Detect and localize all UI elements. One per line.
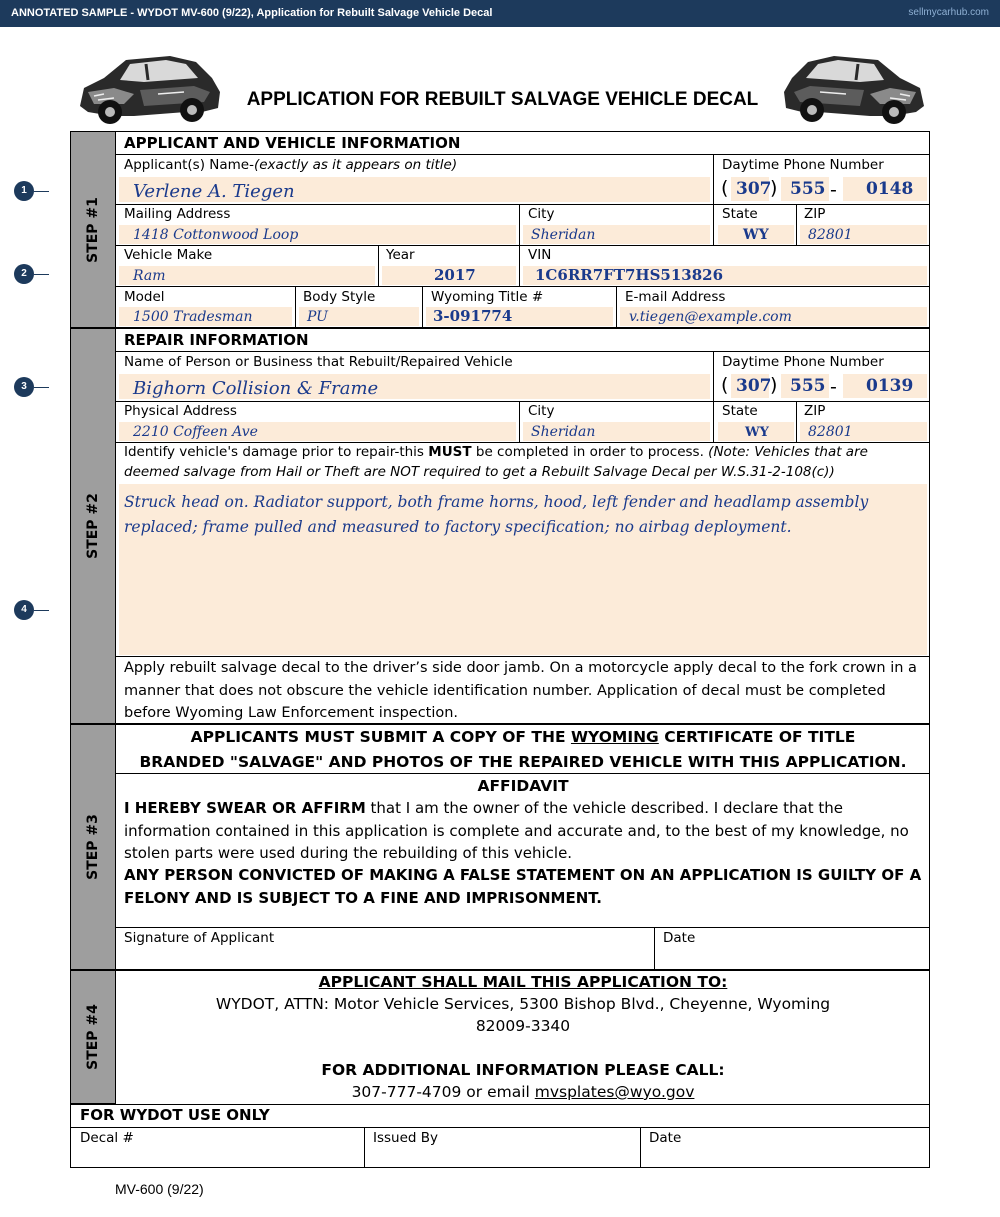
affidavit-declaration: that I am the owner of the vehicle described. I declare that the information contained in this application is complete and accurate and, to the best of my knowledge, no stolen parts were used during the rebuilding of this vehicle. (124, 799, 909, 862)
divider (116, 401, 930, 402)
rebuilder-city-value: Sheridan (531, 424, 596, 440)
applicant-section-heading: APPLICANT AND VEHICLE INFORMATION (124, 134, 461, 152)
additional-info-heading: FOR ADDITIONAL INFORMATION PLEASE CALL: (321, 1061, 725, 1079)
rebuilder-city-label: City (528, 403, 555, 419)
damage-instructions-must: MUST (428, 444, 472, 460)
banner-title: ANNOTATED SAMPLE - WYDOT MV-600 (9/22), Application for Rebuilt Salvage Vehicle Decal (11, 7, 493, 19)
felony-warning: ANY PERSON CONVICTED OF MAKING A FALSE STATEMENT ON AN APPLICATION IS GUILTY OF A FELONY AND IS SUBJECT TO A FINE AND IMPRISONMENT. (124, 866, 922, 907)
step-2-label: STEP #2 (85, 493, 101, 559)
step-4-label: STEP #4 (85, 1004, 101, 1070)
mail-to-heading-text: APPLICANT SHALL MAIL THIS APPLICATION TO: (318, 973, 728, 991)
email-label: E-mail Address (625, 289, 726, 305)
applicant-zip-label: ZIP (804, 206, 826, 222)
divider (519, 401, 520, 442)
repair-section-heading: REPAIR INFORMATION (124, 331, 309, 349)
issued-by-label: Issued By (373, 1130, 439, 1146)
step-3-tab (70, 724, 116, 970)
contact-email-link[interactable]: mvsplates@wyo.gov (534, 1083, 695, 1101)
step-2-tab (70, 328, 116, 724)
applicant-state-value: WY (743, 227, 769, 243)
annotation-marker-4: 4 (14, 600, 34, 620)
affidavit-statement (124, 797, 924, 865)
annotation-leader-3 (34, 387, 49, 388)
form-left-border-bottom (70, 1104, 71, 1168)
affidavit-swear: I HEREBY SWEAR OR AFFIRM (124, 799, 366, 817)
damage-instructions-note-2: deemed salvage from Hail or Theft are NOT required to get a Rebuilt Salvage Decal per W.S.31-2-108(c)) (124, 464, 835, 480)
vehicle-year-label: Year (386, 247, 415, 263)
applicant-city-value: Sheridan (531, 227, 596, 243)
damage-instructions-process: be completed in order to process. (471, 444, 709, 460)
rebuilder-phone-close-paren: ) (770, 374, 778, 396)
applicant-phone-area-value: 307 (736, 179, 772, 199)
rebuilder-state-label: State (722, 403, 758, 419)
wyoming-title-label: Wyoming Title # (431, 289, 544, 305)
rebuilder-phone-prefix-value: 555 (790, 376, 826, 396)
contact-line (116, 1081, 930, 1104)
model-value: 1500 Tradesman (133, 309, 253, 325)
banner-site-link[interactable]: sellmycarhub.com (908, 7, 989, 18)
divider (70, 1104, 930, 1105)
divider (295, 286, 296, 328)
rebuilder-phone-line-value: 0139 (866, 376, 914, 396)
decal-number-label: Decal # (80, 1130, 134, 1146)
mail-to-heading (116, 971, 930, 994)
step-3-label: STEP #3 (85, 814, 101, 880)
damage-description-value: Struck head on. Radiator support, both frame horns, hood, left fender and headlamp assembly replaced; frame pulled and measured to factory specification; no airbag deployment. (124, 493, 869, 536)
mailing-address-label: Mailing Address (124, 206, 231, 222)
submit-copy-text-a: APPLICANTS MUST SUBMIT A COPY OF THE (190, 728, 571, 746)
rebuilder-phone-open-paren: ( (721, 374, 729, 396)
applicant-name-label-text: Applicant(s) Name- (124, 157, 254, 173)
divider (116, 286, 930, 287)
divider (116, 773, 930, 774)
rebuilder-name-value: Bighorn Collision & Frame (133, 378, 379, 399)
divider (116, 245, 930, 246)
rebuilder-zip-label: ZIP (804, 403, 826, 419)
step-1-tab (70, 131, 116, 328)
divider (713, 351, 714, 401)
vin-label: VIN (528, 247, 552, 263)
divider (713, 204, 714, 245)
wrecked-car-left-image (74, 48, 224, 128)
divider (796, 204, 797, 245)
damage-instructions-note: (Note: Vehicles that are (708, 444, 868, 460)
divider (116, 204, 930, 205)
divider (116, 927, 930, 928)
physical-address-label: Physical Address (124, 403, 237, 419)
divider (616, 286, 617, 328)
rebuilder-phone-dash: - (830, 376, 837, 398)
model-label: Model (124, 289, 165, 305)
vin-value: 1C6RR7FT7HS513826 (535, 266, 724, 284)
form-bottom-border (70, 1167, 930, 1168)
step-4-tab (70, 970, 116, 1104)
form-code: MV-600 (9/22) (115, 1181, 204, 1197)
rebuilder-zip-value: 82801 (808, 424, 853, 440)
submit-copy-notice (116, 725, 930, 775)
applicant-phone-label: Daytime Phone Number (722, 157, 884, 173)
applicant-name-label (124, 158, 457, 173)
signature-label: Signature of Applicant (124, 930, 275, 946)
divider (796, 401, 797, 442)
applicant-state-label: State (722, 206, 758, 222)
top-banner (0, 0, 1000, 27)
mail-address-line-2: 82009-3340 (475, 1017, 571, 1035)
damage-instructions-line-1 (124, 445, 868, 460)
wrecked-car-right-image (780, 48, 930, 128)
divider (378, 245, 379, 286)
divider (70, 1127, 930, 1128)
divider (654, 927, 655, 970)
divider (364, 1127, 365, 1168)
rebuilder-state-value: WY (745, 425, 769, 440)
divider (519, 204, 520, 245)
signature-date-field[interactable] (656, 950, 927, 968)
divider (713, 401, 714, 442)
applicant-zip-value: 82801 (808, 227, 853, 243)
applicant-name-label-note: (exactly as it appears on title) (253, 157, 458, 173)
divider (116, 351, 930, 352)
body-style-label: Body Style (303, 289, 376, 305)
divider (116, 442, 930, 443)
divider (640, 1127, 641, 1168)
wydot-date-label: Date (649, 1130, 682, 1146)
email-value: v.tiegen@example.com (629, 309, 792, 325)
damage-instructions-text: Identify vehicle's damage prior to repair-this (124, 444, 429, 460)
mailing-address-value: 1418 Cottonwood Loop (133, 227, 299, 243)
divider (519, 245, 520, 286)
vehicle-make-label: Vehicle Make (124, 247, 213, 263)
phone-open-paren: ( (721, 177, 729, 199)
vehicle-make-value: Ram (133, 268, 166, 284)
annotation-marker-3: 3 (14, 377, 34, 397)
wydot-use-heading: FOR WYDOT USE ONLY (80, 1106, 270, 1124)
mail-address-line-1: WYDOT, ATTN: Motor Vehicle Services, 5300 Bishop Blvd., Cheyenne, Wyoming (215, 995, 831, 1013)
signature-date-label: Date (663, 930, 696, 946)
submit-copy-wyoming: WYOMING (570, 728, 659, 746)
applicant-city-label: City (528, 206, 555, 222)
affidavit-heading: AFFIDAVIT (477, 777, 569, 795)
divider (116, 327, 930, 329)
damage-instructions-line-2 (124, 465, 835, 480)
rebuilder-name-label: Name of Person or Business that Rebuilt/Repaired Vehicle (124, 354, 513, 370)
submit-copy-text-c: CERTIFICATE OF TITLE (658, 728, 856, 746)
vehicle-year-value: 2017 (434, 266, 476, 284)
annotation-leader-4 (34, 610, 49, 611)
signature-field[interactable] (117, 950, 652, 968)
applicant-phone-prefix-value: 555 (790, 179, 826, 199)
annotation-marker-1: 1 (14, 181, 34, 201)
annotation-marker-2: 2 (14, 264, 34, 284)
physical-address-value: 2210 Coffeen Ave (133, 424, 258, 440)
applicant-name-value: Verlene A. Tiegen (133, 181, 295, 202)
divider (713, 154, 714, 204)
annotation-leader-2 (34, 274, 49, 275)
wyoming-title-value: 3-091774 (433, 307, 513, 325)
phone-close-paren: ) (770, 177, 778, 199)
annotation-leader-1 (34, 191, 49, 192)
rebuilder-phone-area-value: 307 (736, 376, 772, 396)
divider (422, 286, 423, 328)
submit-copy-text-d: BRANDED "SALVAGE" AND PHOTOS OF THE REPAIRED VEHICLE WITH THIS APPLICATION. (139, 753, 907, 771)
step-1-label: STEP #1 (85, 196, 101, 263)
phone-dash: - (830, 179, 837, 201)
body-style-value: PU (307, 309, 328, 325)
applicant-phone-line-value: 0148 (866, 179, 914, 199)
form-title: APPLICATION FOR REBUILT SALVAGE VEHICLE DECAL (246, 89, 759, 110)
decal-placement-instructions: Apply rebuilt salvage decal to the driver’s side door jamb. On a motorcycle apply decal to the fork crown in a manner that does not obscure the vehicle identification number. Application of decal must be completed before Wyoming Law Enforcement inspection. (124, 660, 917, 721)
divider (116, 154, 930, 155)
contact-phone: 307-777-4709 or email (351, 1083, 535, 1101)
form-top-border (70, 131, 930, 132)
rebuilder-phone-label: Daytime Phone Number (722, 354, 884, 370)
